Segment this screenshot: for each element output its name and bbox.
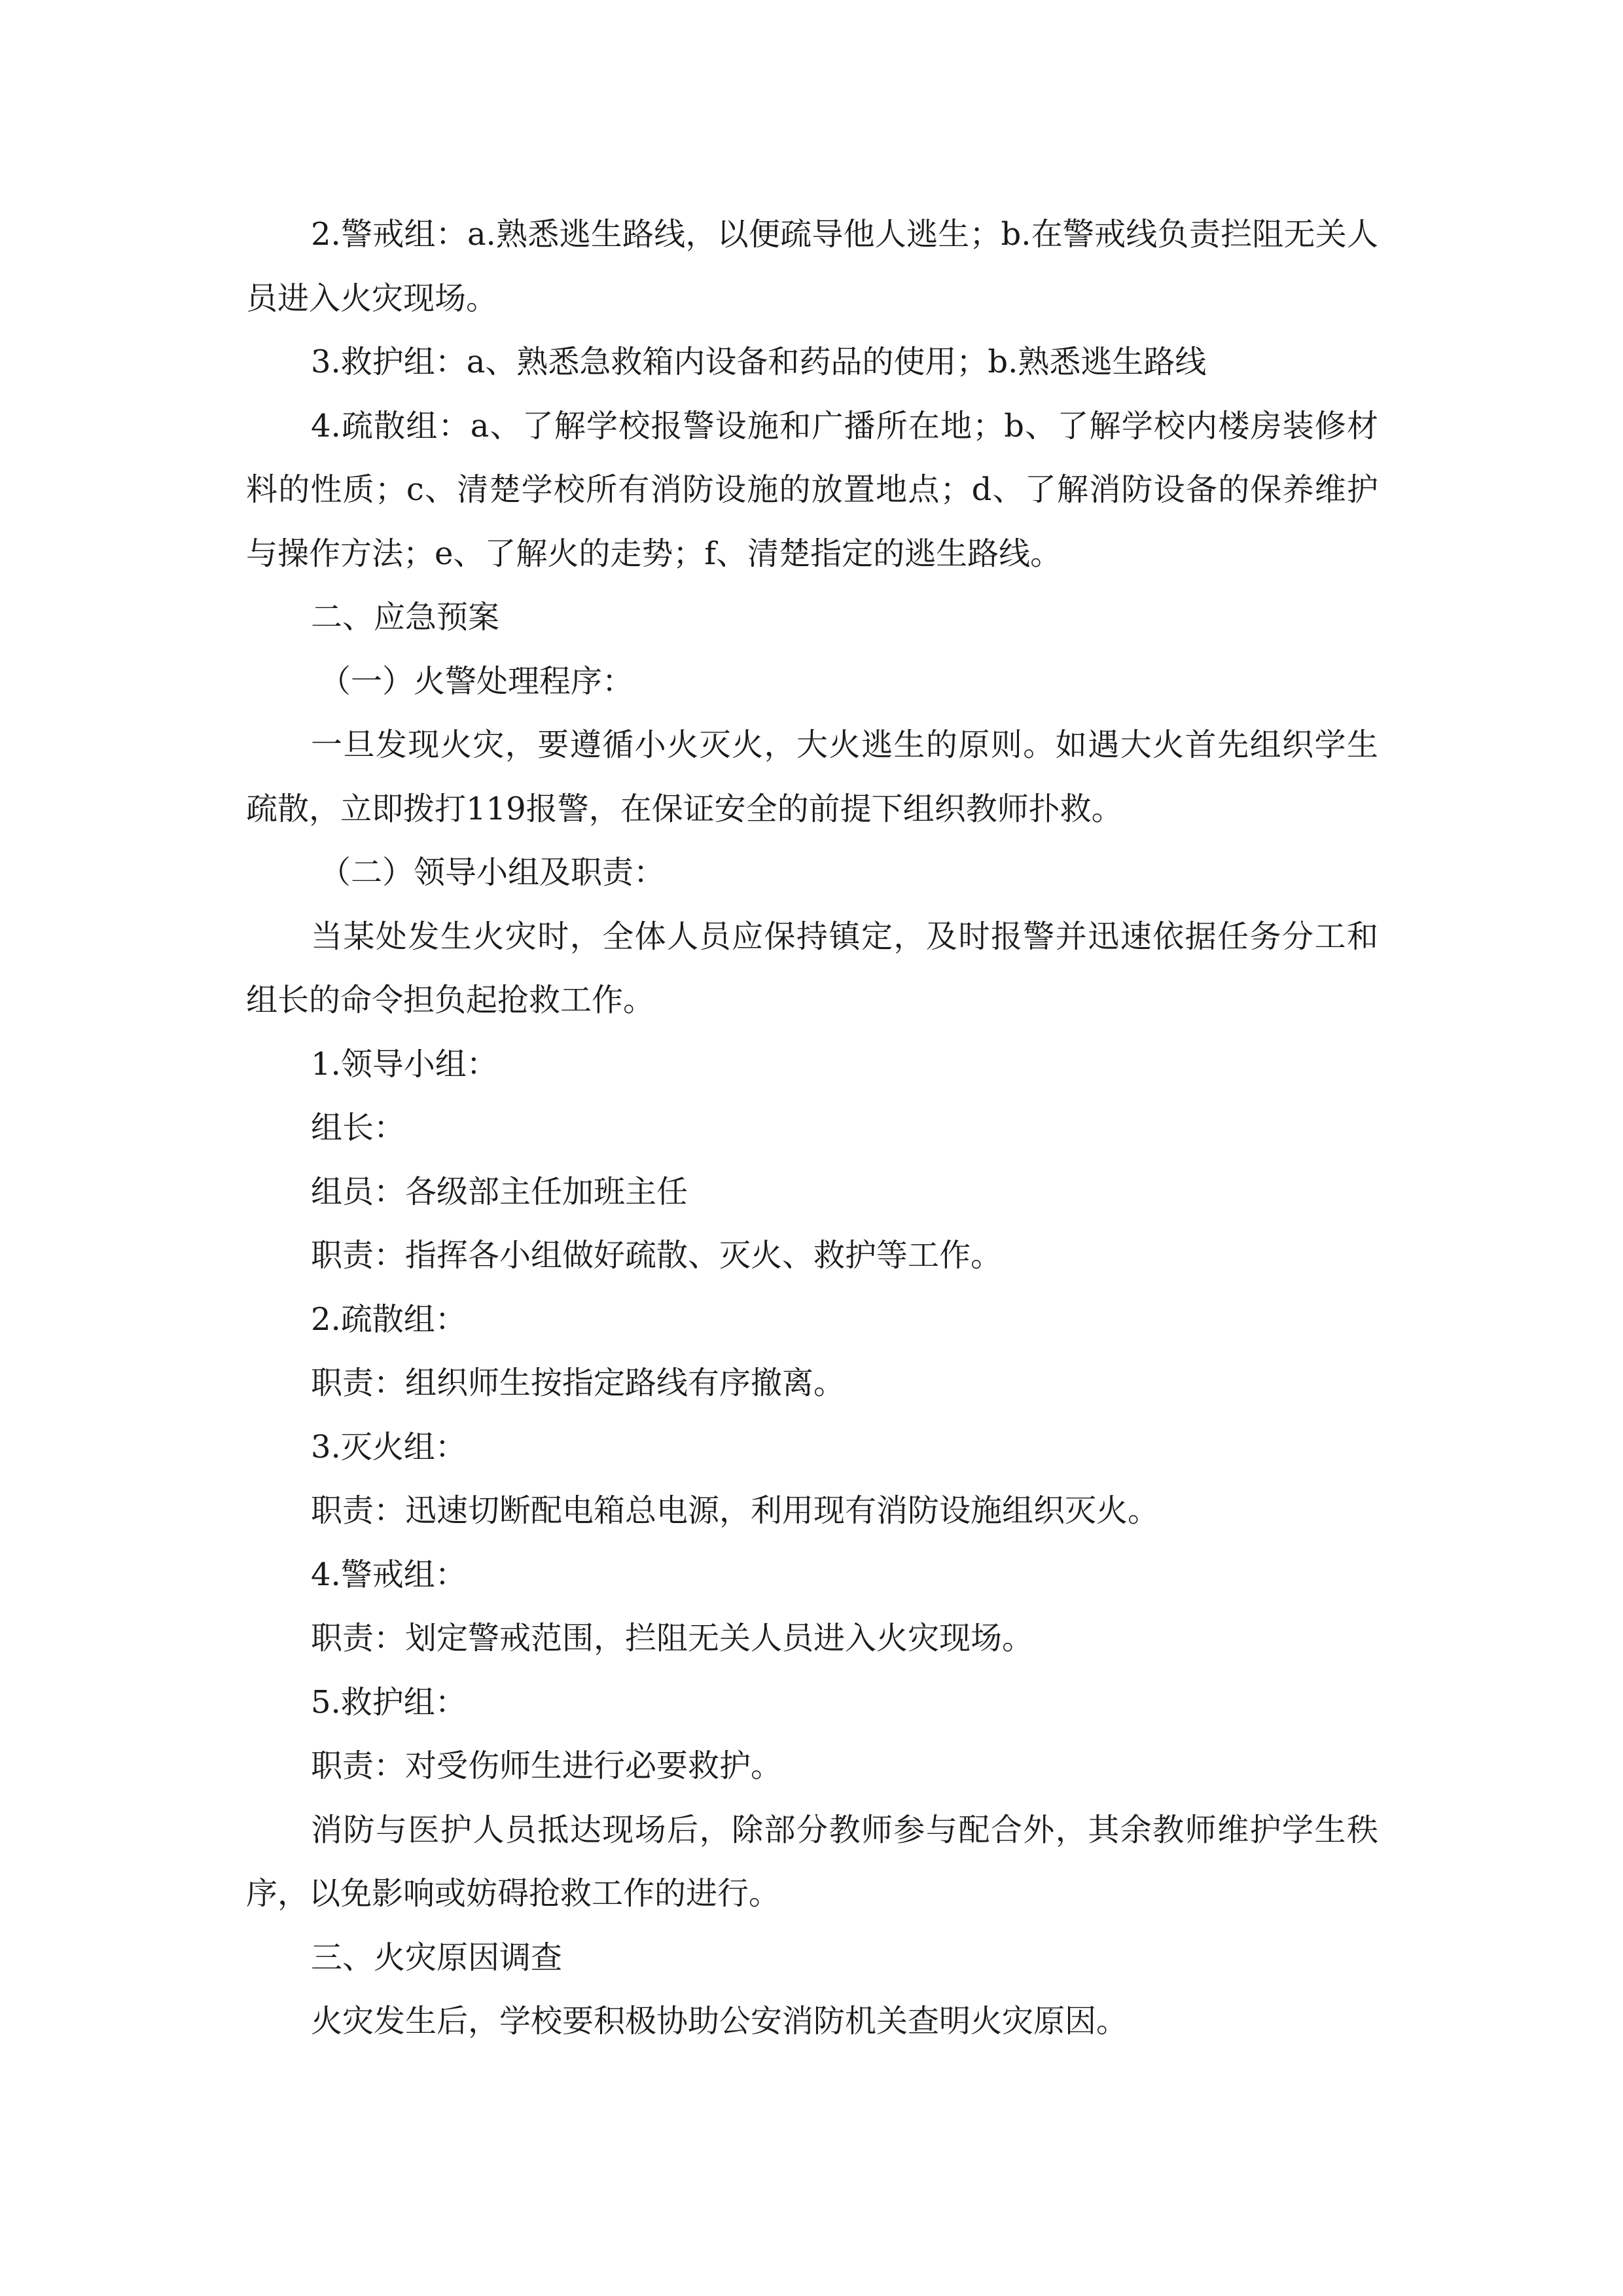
item-leadership-duty: 职责：指挥各小组做好疏散、灭火、救护等工作。 <box>311 1237 1003 1274</box>
item-guard-group: 4.警戒组： <box>311 1556 467 1593</box>
item-group-leader: 组长： <box>311 1109 406 1146</box>
subsection-heading-leadership: （二）领导小组及职责： <box>319 854 666 891</box>
item-leadership-group: 1.领导小组： <box>311 1045 498 1083</box>
paragraph-investigation: 火灾发生后，学校要积极协助公安消防机关查明火灾原因。 <box>311 2003 1128 2039</box>
paragraph-after-arrival: 消防与医护人员抵达现场后，除部分教师参与配合外，其余教师维护学生秩序，以免影响或妨碍抢救工作的进行。 <box>246 1811 1378 1912</box>
paragraph-when-fire: 当某处发生火灾时，全体人员应保持镇定，及时报警并迅速依据任务分工和组长的命令担负起抢救工作。 <box>246 918 1378 1018</box>
item-firefighting-duty: 职责：迅速切断配电箱总电源，利用现有消防设施组织灭火。 <box>311 1492 1160 1529</box>
item-group-members: 组员：各级部主任加班主任 <box>311 1173 688 1210</box>
item-evacuation-duty: 职责：组织师生按指定路线有序撤离。 <box>311 1365 846 1401</box>
paragraph-guard-group: 2.警戒组：a.熟悉逃生路线，以便疏导他人逃生；b.在警戒线负责拦阻无关人员进入火灾现场。 <box>246 216 1378 317</box>
document-body <box>246 203 1378 2054</box>
item-rescue-duty: 职责：对受伤师生进行必要救护。 <box>311 1748 783 1784</box>
item-rescue-group: 5.救护组： <box>311 1683 467 1721</box>
paragraph-rescue-group: 3.救护组：a、熟悉急救箱内设备和药品的使用；b.熟悉逃生路线 <box>311 344 1207 380</box>
subsection-heading-fire-procedure: （一）火警处理程序： <box>319 662 634 700</box>
item-evacuation-group: 2.疏散组： <box>311 1300 467 1338</box>
item-firefighting-group: 3.灭火组： <box>311 1428 467 1465</box>
section-heading-emergency-plan: 二、应急预案 <box>311 599 500 636</box>
section-heading-fire-investigation: 三、火灾原因调查 <box>311 1939 563 1976</box>
item-guard-duty: 职责：划定警戒范围，拦阻无关人员进入火灾现场。 <box>311 1620 1034 1657</box>
paragraph-fire-principle: 一旦发现火灾，要遵循小火灭火，大火逃生的原则。如遇大火首先组织学生疏散，立即拨打119报警，在保证安全的前提下组织教师扑救。 <box>246 726 1378 827</box>
paragraph-evacuation-group: 4.疏散组：a、了解学校报警设施和广播所在地；b、了解学校内楼房装修材料的性质；c、清楚学校所有消防设施的放置地点；d、了解消防设备的保养维护与操作方法；e、了解火的走势；f、清楚指定的逃生路线。 <box>246 407 1378 572</box>
